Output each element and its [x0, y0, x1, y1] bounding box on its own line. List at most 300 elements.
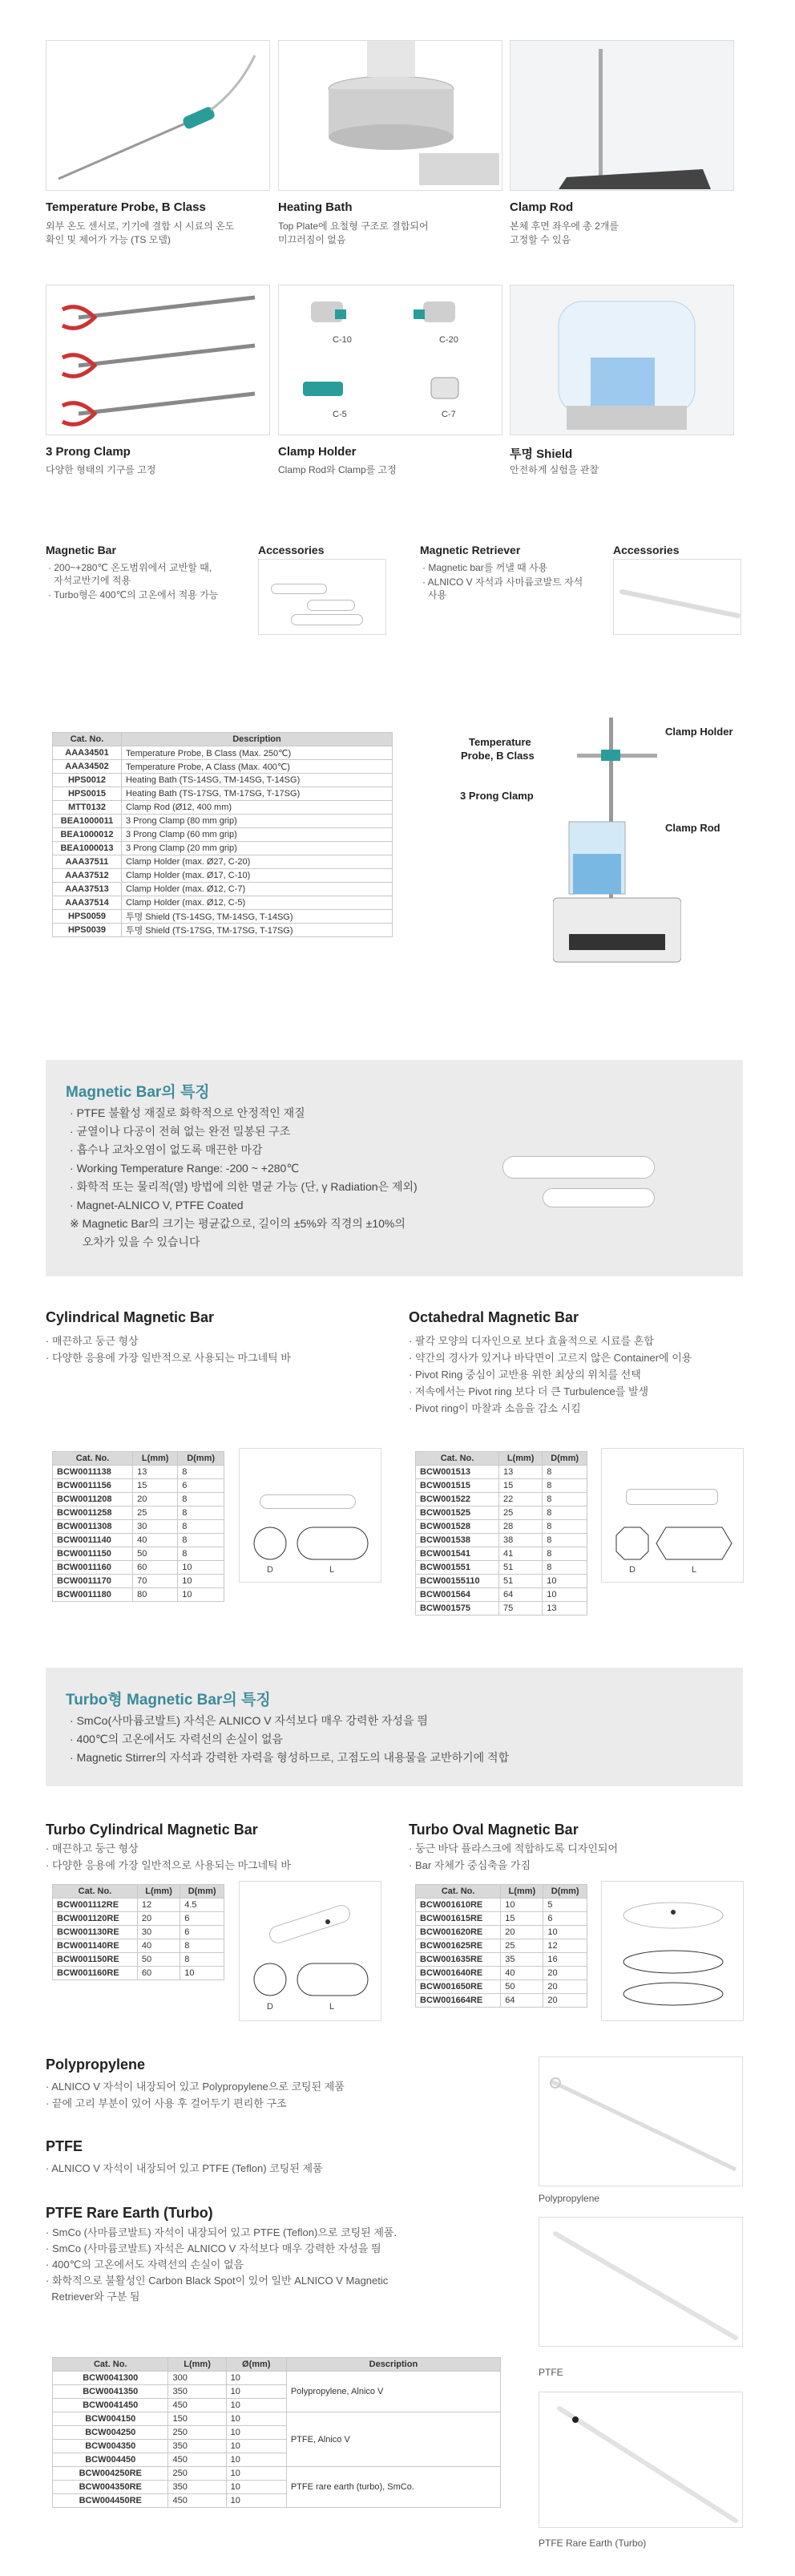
turbo-features-box [46, 1668, 743, 1786]
list-item [70, 1233, 418, 1252]
table-cell: BCW004450 [53, 2453, 168, 2467]
octahedral-list [409, 1332, 692, 1417]
table-row [53, 1561, 224, 1575]
column-header: D(mm) [543, 1452, 587, 1466]
table-cell: BCW004450RE [53, 2494, 168, 2508]
table-row [53, 1479, 224, 1493]
table-cell: 150 [168, 2412, 226, 2426]
description-cell: 3 Prong Clamp (20 mm grip) [122, 842, 393, 855]
table-cell: BCW004150 [53, 2412, 168, 2426]
table-cell: BCW00155110 [416, 1575, 499, 1588]
group-description-cell: Polypropylene, Alnico V [286, 2372, 500, 2412]
table-cell: 8 [180, 1953, 224, 1967]
turbo-cylindrical-list [46, 1840, 291, 1874]
table-cell: 20 [501, 1926, 543, 1939]
description-cell: 투명 Shield (TS-17SG, TM-17SG, T-17SG) [122, 924, 393, 937]
table-cell: 10 [226, 2426, 286, 2440]
list-item: · Magnetic Stirrer의 자석과 강력한 자력을 형성하므로, 고점도의 내용물을 교반하기에 적합 [70, 1751, 510, 1764]
table-cell: 10 [226, 2385, 286, 2399]
column-header: Ø(mm) [226, 2358, 286, 2372]
table-cell: 8 [543, 1561, 587, 1575]
description-cell: Heating Bath (TS-17SG, TM-17SG, T-17SG) [122, 787, 393, 801]
turbo-oval-table [415, 1884, 587, 2008]
cat-no-cell: AAA37514 [53, 896, 122, 910]
list-item-text: 화학적 또는 물리적(열) 방법에 의한 멸균 가능 (단, γ Radiation은 제외) [76, 1180, 418, 1193]
table-cell: 20 [133, 1493, 178, 1506]
turbo-cylindrical-title: Turbo Cylindrical Magnetic Bar [46, 1822, 258, 1838]
table-cell: 40 [137, 1939, 180, 1953]
table-cell: 60 [137, 1967, 180, 1980]
table-cell: 64 [501, 1994, 543, 2008]
table-cell: 10 [226, 2372, 286, 2385]
row1-desc-3b: 고정할 수 있음 [510, 234, 571, 245]
list-item: · 다양한 응용에 가장 일반적으로 사용되는 마그네틱 바 [46, 1859, 291, 1871]
table-cell: BCW001112RE [53, 1899, 138, 1912]
table-cell: 6 [178, 1479, 224, 1493]
list-item: · ALNICO V 자석이 내장되어 있고 PTFE (Teflon) 코팅된 제품 [46, 2162, 323, 2174]
clamp-holder-label-c7: C-7 [442, 410, 456, 419]
turbo-cylindrical-table [52, 1884, 224, 1980]
column-header: Cat. No. [416, 1885, 501, 1899]
list-item: · SmCo (사마륨코발트) 자석이 내장되어 있고 PTFE (Teflon)으로 코팅된 제품. [46, 2226, 398, 2238]
list-item-text: 팔각 모양의 디자인으로 보다 효율적으로 시료를 혼합 [414, 1335, 654, 1347]
row2-title-3: 투명 Shield [510, 447, 573, 461]
description-cell: Clamp Holder (max. Ø17, C-10) [122, 869, 393, 883]
list-item: · 약간의 경사가 있거나 바닥면이 고르지 않은 Container에 이용 [409, 1352, 692, 1364]
table-row [416, 1602, 587, 1616]
magnetic-bar-features-title: Magnetic Bar의 특징 [66, 1084, 210, 1101]
list-item-text: 흡수나 교차오염이 없도록 매끈한 마감 [76, 1143, 263, 1156]
table-header-row [416, 1452, 587, 1466]
magnetic-bar-accessory-photo [258, 559, 386, 635]
table-cell: BCW001515 [416, 1479, 499, 1493]
table-cell: BCW001664RE [416, 1994, 501, 2008]
description-cell: Clamp Holder (max. Ø12, C-7) [122, 883, 393, 896]
shield-illustration [510, 285, 734, 435]
cat-no-cell: HPS0059 [53, 910, 122, 924]
magnetic-bar-item-2: · Turbo형은 400℃의 고온에서 적용 가능 [48, 589, 219, 601]
cylindrical-title: Cylindrical Magnetic Bar [46, 1309, 215, 1325]
table-row [53, 801, 393, 815]
table-row [53, 2467, 501, 2481]
table-cell: 50 [501, 1980, 543, 1994]
table-cell: 51 [499, 1575, 543, 1588]
list-item-text: 균열이나 다공이 전혀 없는 완전 밀봉된 구조 [76, 1125, 291, 1138]
ptfe-rare-earth-caption: PTFE Rare Earth (Turbo) [539, 2538, 647, 2549]
list-item: · ALNICO V 자석이 내장되어 있고 Polypropylene으로 코팅된 제품 [46, 2081, 345, 2093]
table-cell: 4.5 [180, 1899, 224, 1912]
table-cell: 10 [226, 2412, 286, 2426]
table-cell: 40 [133, 1534, 178, 1547]
table-row [416, 1588, 587, 1602]
table-cell: BCW001538 [416, 1534, 499, 1547]
table-row [53, 2412, 501, 2426]
list-item-text: ALNICO V 자석이 내장되어 있고 PTFE (Teflon) 코팅된 제품 [51, 2162, 323, 2174]
table-cell: BCW0041300 [53, 2372, 168, 2385]
ptfe-rare-earth-retriever-photo [539, 2392, 743, 2528]
table-cell: 8 [178, 1506, 224, 1520]
table-cell: 20 [137, 1912, 180, 1926]
table-cell: BCW0011180 [53, 1588, 133, 1602]
prong-clamp-photo [46, 285, 270, 435]
list-item-text: 400℃의 고온에서도 자력선의 손실이 없음 [76, 1733, 284, 1745]
table-row [53, 760, 393, 774]
table-cell: 10 [226, 2481, 286, 2494]
table-row [416, 1466, 587, 1479]
list-item: · Bar 자체가 중심축을 가짐 [409, 1859, 531, 1871]
column-header: D(mm) [178, 1452, 224, 1466]
description-cell: Temperature Probe, A Class (Max. 400℃) [122, 760, 393, 774]
stirrer-setup-diagram [553, 710, 681, 974]
retriever-item-1: · Magnetic bar를 꺼낼 때 사용 [422, 562, 548, 573]
list-item-text: 저속에서는 Pivot ring 보다 더 큰 Turbulence를 발생 [414, 1385, 649, 1397]
list-item-text: 다양한 응용에 가장 일반적으로 사용되는 마그네틱 바 [51, 1859, 291, 1871]
description-cell: Clamp Holder (max. Ø12, C-5) [122, 896, 393, 910]
table-cell: 40 [501, 1967, 543, 1980]
cylindrical-dimension-drawing [240, 1449, 381, 1583]
table-row [416, 1899, 587, 1912]
clamp-rod-photo [510, 40, 734, 191]
table-row [53, 2372, 501, 2385]
table-cell: 250 [168, 2426, 226, 2440]
bar-shape [502, 1156, 655, 1179]
table-cell: BCW001513 [416, 1466, 499, 1479]
list-item-text: Magnetic Stirrer의 자석과 강력한 자력을 형성하므로, 고점도의 내용물을 교반하기에 적합 [76, 1751, 510, 1764]
table-cell: 10 [226, 2399, 286, 2412]
magnetic-bar-item-1: · 200~+280℃ 온도범위에서 교반할 때, [48, 562, 212, 573]
table-cell: 25 [501, 1939, 543, 1953]
row1-title-1: Temperature Probe, B Class [46, 200, 206, 214]
list-item-text: SmCo(사마륨코발트) 자석은 ALNICO V 자석보다 매우 강력한 자성을 띔 [76, 1714, 428, 1727]
list-item: · 둥근 바닥 플라스크에 적합하도록 디자인되어 [409, 1842, 619, 1854]
table-cell: 8 [543, 1493, 587, 1506]
cat-no-cell: MTT0132 [53, 801, 122, 815]
table-cell: 20 [543, 1967, 587, 1980]
prong-clamp-illustration [46, 285, 270, 435]
turbo-cylindrical-drawing [239, 1881, 381, 2021]
row1-desc-1a: 외부 온도 센서로, 기기에 결합 시 시료의 온도 [46, 220, 235, 232]
magnetic-bar-features-box [46, 1060, 743, 1276]
table-cell: 12 [543, 1939, 587, 1953]
ptfe-rare-earth-retriever-illustration [539, 2392, 743, 2528]
description-cell: 3 Prong Clamp (60 mm grip) [122, 828, 393, 842]
column-header: D(mm) [543, 1885, 587, 1899]
column-header: L(mm) [499, 1452, 543, 1466]
turbo-cylindrical-dimension-drawing [240, 1882, 381, 2021]
list-item: · Pivot ring이 마찰과 소음을 감소 시킴 [409, 1402, 581, 1414]
table-cell: 50 [137, 1953, 180, 1967]
table-cell: 10 [543, 1926, 587, 1939]
list-item: · 흡수나 교차오염이 없도록 매끈한 마감 [70, 1143, 263, 1156]
bar-shape [543, 1188, 655, 1207]
table-cell: 13 [543, 1602, 587, 1616]
table-cell: BCW0011156 [53, 1479, 133, 1493]
table-cell: 64 [499, 1588, 543, 1602]
cat-no-cell: AAA37511 [53, 855, 122, 869]
table-cell: BCW001620RE [416, 1926, 501, 1939]
table-cell: BCW001640RE [416, 1967, 501, 1980]
clamp-holder-illustration [279, 285, 502, 435]
table-row [53, 1520, 224, 1534]
table-row [416, 1912, 587, 1926]
table-row [416, 1493, 587, 1506]
table-cell: BCW001525 [416, 1506, 499, 1520]
octahedral-dimension-drawing [602, 1449, 744, 1583]
table-row [53, 1547, 224, 1561]
table-cell: BCW0041350 [53, 2385, 168, 2399]
turbo-oval-drawing [601, 1881, 744, 2021]
turbo-oval-list [409, 1840, 618, 1874]
list-item: · SmCo(사마륨코발트) 자석은 ALNICO V 자석보다 매우 강력한 자성을 띔 [70, 1714, 428, 1727]
cat-no-cell: HPS0039 [53, 924, 122, 937]
ptfe-rare-earth-title: PTFE Rare Earth (Turbo) [46, 2205, 213, 2221]
clamp-holder-label-c10: C-10 [333, 335, 352, 345]
table-cell: 6 [180, 1926, 224, 1939]
group-description-cell: PTFE rare earth (turbo), SmCo. [286, 2467, 500, 2508]
magnetic-bar-item-1b: 자석교반기에 적용 [54, 575, 131, 586]
clamp-rod-illustration [510, 41, 734, 191]
diagram-label-probe-2: Probe, B Class [461, 750, 535, 762]
ptfe-title: PTFE [46, 2138, 83, 2154]
description-cell: 3 Prong Clamp (80 mm grip) [122, 815, 393, 828]
retriever-item-2b: 사용 [428, 589, 447, 601]
table-cell: BCW001160RE [53, 1967, 138, 1980]
table-row [416, 1953, 587, 1967]
table-cell: 22 [499, 1493, 543, 1506]
table-cell: BCW001140RE [53, 1939, 138, 1953]
retriever-title: Magnetic Retriever [420, 544, 521, 556]
table-header-row [53, 1452, 224, 1466]
list-item: · 매끈하고 둥근 형상 [46, 1842, 139, 1854]
table-cell: BCW001541 [416, 1547, 499, 1561]
table-cell: 15 [499, 1479, 543, 1493]
row2-title-1: 3 Prong Clamp [46, 445, 131, 459]
row1-title-3: Clamp Rod [510, 200, 574, 214]
ptfe-retriever-illustration [539, 2218, 743, 2347]
list-item-text: Working Temperature Range: -200 ~ +280℃ [76, 1162, 300, 1175]
table-cell: 10 [226, 2453, 286, 2467]
table-cell: BCW0011170 [53, 1575, 133, 1588]
table-cell: 35 [501, 1953, 543, 1967]
table-cell: 5 [543, 1899, 587, 1912]
table-cell: 13 [499, 1466, 543, 1479]
list-item: · 400℃의 고온에서도 자력선의 손실이 없음 [70, 1733, 284, 1745]
table-cell: 12 [137, 1899, 180, 1912]
table-cell: 38 [499, 1534, 543, 1547]
retriever-item-2: · ALNICO V 자석과 사마륨코발트 자석 [422, 576, 583, 588]
table-cell: 8 [543, 1534, 587, 1547]
table-cell: BCW004350RE [53, 2481, 168, 2494]
table-cell: 10 [226, 2494, 286, 2508]
description-cell: Heating Bath (TS-14SG, TM-14SG, T-14SG) [122, 774, 393, 787]
table-cell: BCW0011308 [53, 1520, 133, 1534]
table-row [53, 815, 393, 828]
table-cell: BCW001130RE [53, 1926, 138, 1939]
table-cell: 8 [543, 1479, 587, 1493]
list-item-text: 다양한 응용에 가장 일반적으로 사용되는 마그네틱 바 [51, 1352, 291, 1364]
table-cell: 25 [499, 1506, 543, 1520]
table-cell: 8 [178, 1493, 224, 1506]
table-row [416, 1994, 587, 2008]
list-item-text: 오차가 있을 수 있습니다 [82, 1235, 200, 1248]
temperature-probe-illustration [46, 41, 270, 191]
polypropylene-caption: Polypropylene [539, 2193, 600, 2204]
table-header-row [53, 2358, 501, 2372]
table-cell: 10 [180, 1967, 224, 1980]
dim-label-d: D [267, 2002, 273, 2012]
table-cell: 6 [543, 1912, 587, 1926]
accessory-catalog-table [52, 732, 393, 937]
retriever-table [52, 2357, 501, 2508]
table-row [53, 787, 393, 801]
table-row [53, 1899, 224, 1912]
table-cell: 450 [168, 2453, 226, 2467]
list-item-text: 둥근 바닥 플라스크에 적합하도록 디자인되어 [414, 1842, 619, 1854]
table-cell: BCW001564 [416, 1588, 499, 1602]
table-cell: BCW001150RE [53, 1953, 138, 1967]
list-item: · Working Temperature Range: -200 ~ +280℃ [70, 1162, 300, 1175]
table-header-row [53, 1885, 224, 1899]
column-header: L(mm) [168, 2358, 226, 2372]
table-cell: 13 [133, 1466, 178, 1479]
stirrer-setup-illustration [553, 710, 681, 974]
dim-label-l: L [329, 1565, 335, 1575]
cat-no-cell: AAA34502 [53, 760, 122, 774]
cat-no-cell: HPS0015 [53, 787, 122, 801]
ptfe-retriever-photo [539, 2217, 743, 2347]
table-cell: 60 [133, 1561, 178, 1575]
table-cell: 50 [133, 1547, 178, 1561]
polypropylene-list [46, 2078, 345, 2112]
shield-photo [510, 285, 734, 435]
table-cell: 10 [178, 1575, 224, 1588]
polypropylene-retriever-photo [539, 2056, 743, 2186]
table-cell: 8 [543, 1506, 587, 1520]
table-row [53, 924, 393, 937]
table-cell: BCW0011150 [53, 1547, 133, 1561]
table-cell: 80 [133, 1588, 178, 1602]
clamp-holder-label-c5: C-5 [333, 410, 347, 419]
table-cell: 25 [133, 1506, 178, 1520]
list-item-text: ALNICO V 자석이 내장되어 있고 Polypropylene으로 코팅된 제품 [51, 2081, 345, 2093]
list-item: · 매끈하고 둥근 형상 [46, 1335, 139, 1347]
column-header: Cat. No. [416, 1452, 499, 1466]
cylindrical-list [46, 1332, 291, 1366]
row1-desc-1b: 확인 및 제어가 가능 (TS 모델) [46, 234, 171, 245]
list-item [70, 1215, 418, 1233]
table-cell: 10 [226, 2440, 286, 2453]
table-row [416, 1980, 587, 1994]
table-row [416, 1506, 587, 1520]
table-cell: 30 [133, 1520, 178, 1534]
octahedral-drawing [601, 1448, 744, 1583]
list-item-text: PTFE 불활성 재질로 화학적으로 안정적인 재질 [76, 1106, 305, 1119]
table-cell: 41 [499, 1547, 543, 1561]
magnetic-bar-title: Magnetic Bar [46, 544, 116, 556]
heating-bath-photo [278, 40, 502, 191]
table-cell: 8 [543, 1547, 587, 1561]
table-cell: 10 [543, 1588, 587, 1602]
description-cell: Clamp Rod (Ø12, 400 mm) [122, 801, 393, 815]
table-row [53, 1939, 224, 1953]
list-item-text: 약간의 경사가 있거나 바닥면이 고르지 않은 Container에 이용 [414, 1352, 692, 1364]
diagram-label-probe-1: Temperature [469, 736, 531, 748]
column-header: L(mm) [137, 1885, 180, 1899]
list-item-text: Magnet-ALNICO V, PTFE Coated [76, 1199, 244, 1211]
table-cell: 75 [499, 1602, 543, 1616]
row1-desc-3a: 본체 후면 좌우에 총 2개를 [510, 220, 619, 232]
list-item-text: 매끈하고 둥근 형상 [51, 1335, 139, 1347]
octahedral-title: Octahedral Magnetic Bar [409, 1309, 579, 1325]
list-item-text: Pivot Ring 중심이 교반용 위한 최상의 위치를 선택 [414, 1369, 641, 1381]
ptfe-list [46, 2160, 323, 2177]
table-row [53, 1967, 224, 1980]
table-cell: 8 [178, 1534, 224, 1547]
table-cell: 15 [133, 1479, 178, 1493]
cat-no-cell: BEA1000012 [53, 828, 122, 842]
table-cell: BCW0011140 [53, 1534, 133, 1547]
list-item: · 화학적 또는 물리적(열) 방법에 의한 멸균 가능 (단, γ Radiation은 제외) [70, 1180, 418, 1193]
table-cell: BCW004250 [53, 2426, 168, 2440]
turbo-features-title: Turbo형 Magnetic Bar의 특징 [66, 1692, 271, 1709]
table-row [53, 1588, 224, 1602]
table-cell: 70 [133, 1575, 178, 1588]
table-cell: 28 [499, 1520, 543, 1534]
table-cell: 300 [168, 2372, 226, 2385]
column-header: D(mm) [180, 1885, 224, 1899]
description-cell: Clamp Holder (max. Ø27, C-20) [122, 855, 393, 869]
turbo-oval-dimension-drawing [602, 1882, 744, 2021]
table-row [53, 774, 393, 787]
table-cell: 8 [543, 1520, 587, 1534]
table-cell: 15 [501, 1912, 543, 1926]
description-cell: 투명 Shield (TS-14SG, TM-14SG, T-14SG) [122, 910, 393, 924]
table-cell: 8 [543, 1466, 587, 1479]
column-header: Cat. No. [53, 1452, 133, 1466]
table-cell: 16 [543, 1953, 587, 1967]
table-row [416, 1926, 587, 1939]
retriever-accessories-title: Accessories [613, 544, 680, 556]
dim-label-d: D [267, 1565, 273, 1575]
table-row [53, 1912, 224, 1926]
list-item-text: 매끈하고 둥근 형상 [51, 1842, 139, 1854]
list-item-text: 끝에 고리 부분이 있어 사용 후 걸어두기 편리한 구조 [51, 2097, 287, 2109]
table-cell: 20 [543, 1980, 587, 1994]
table-row [53, 1953, 224, 1967]
table-cell: 8 [178, 1520, 224, 1534]
row2-desc-3: 안전하게 실험을 관찰 [510, 464, 599, 475]
table-header-row [416, 1885, 587, 1899]
list-item-text: SmCo (사마륨코발트) 자석은 ALNICO V 자석보다 매우 강력한 자성을 띔 [51, 2242, 381, 2255]
table-cell: 51 [499, 1561, 543, 1575]
table-row [53, 828, 393, 842]
turbo-features-list [70, 1712, 509, 1767]
dim-label-l: L [329, 2002, 335, 2012]
list-item: · Magnet-ALNICO V, PTFE Coated [70, 1199, 244, 1211]
table-row [416, 1939, 587, 1953]
list-item: · 화학적으로 불활성인 Carbon Black Spot이 있어 일반 ALNICO V Magnetic [46, 2275, 389, 2287]
table-cell: 350 [168, 2440, 226, 2453]
dim-label-l: L [692, 1565, 697, 1575]
bar-shape [271, 584, 327, 594]
table-cell: 10 [178, 1588, 224, 1602]
table-row [53, 910, 393, 924]
col-description: Description [122, 733, 393, 746]
table-cell: 250 [168, 2467, 226, 2481]
table-row [53, 842, 393, 855]
list-item: · Pivot Ring 중심이 교반용 위한 최상의 위치를 선택 [409, 1369, 641, 1381]
diagram-label-clamp-holder: Clamp Holder [665, 726, 733, 738]
